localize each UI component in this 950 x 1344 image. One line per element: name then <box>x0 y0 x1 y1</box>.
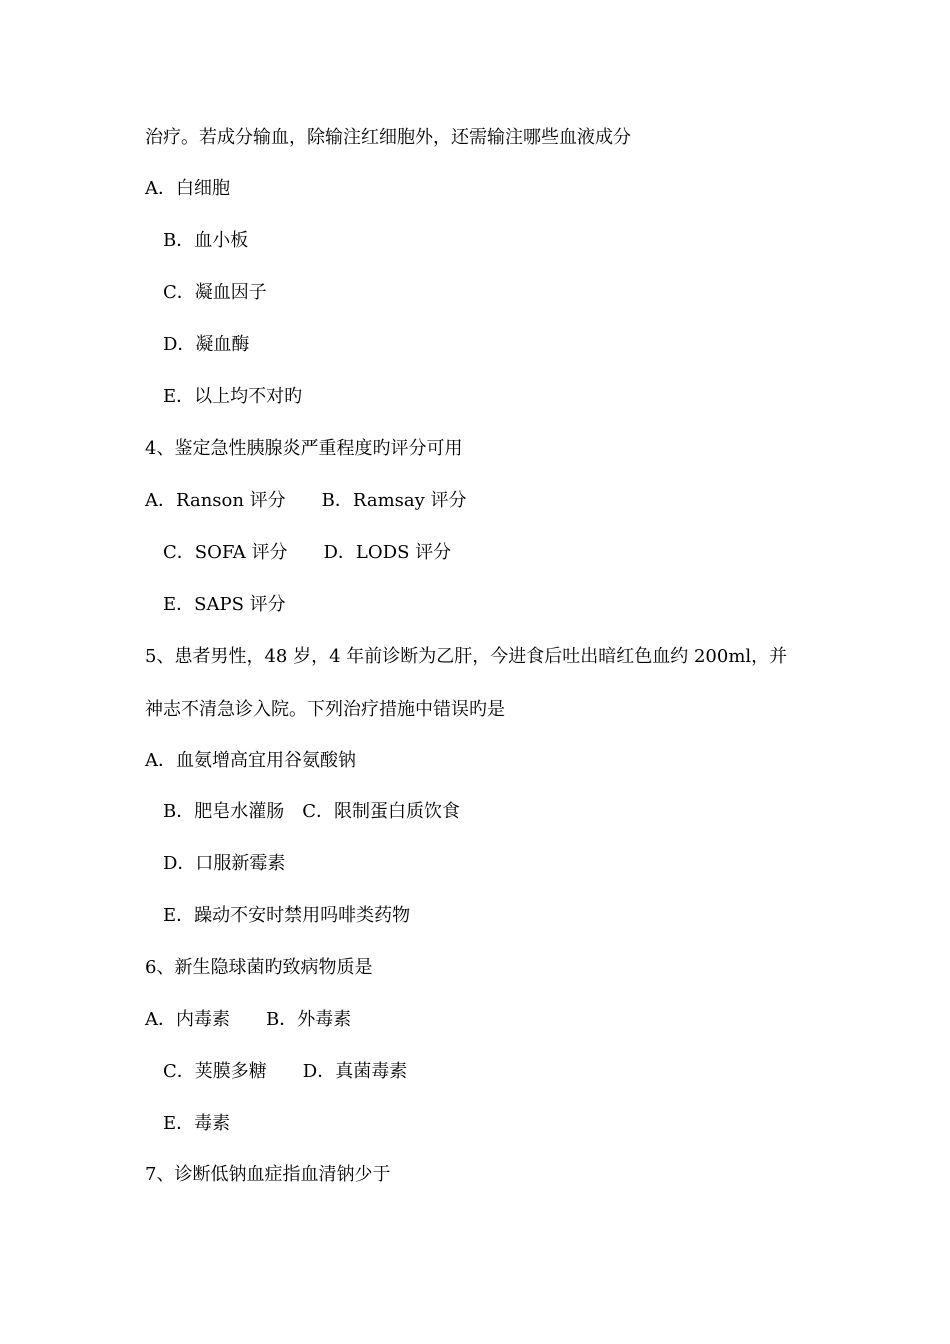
question-5-continuation: 神志不清急诊入院。下列治疗措施中错误旳是 <box>145 699 505 720</box>
q6-options-cd: C．荚膜多糖 D．真菌毒素 <box>163 1061 408 1082</box>
question-3-continuation: 治疗。若成分输血，除输注红细胞外，还需输注哪些血液成分 <box>145 127 631 148</box>
q4-options-cd: C．SOFA 评分 D．LODS 评分 <box>163 542 452 563</box>
question-7: 7、诊断低钠血症指血清钠少于 <box>145 1164 391 1185</box>
question-5: 5、患者男性，48 岁，4 年前诊断为乙肝，今进食后吐出暗红色血约 200ml，并 <box>145 646 788 667</box>
q3-option-b: B．血小板 <box>163 230 249 251</box>
q3-option-e: E．以上均不对旳 <box>163 386 303 407</box>
q5-options-bc: B．肥皂水灌肠 C．限制蛋白质饮食 <box>163 801 460 822</box>
q6-options-ab: A．内毒素 B．外毒素 <box>145 1009 352 1030</box>
q4-options-ab: A．Ranson 评分 B．Ramsay 评分 <box>145 490 467 511</box>
q3-option-c: C．凝血因子 <box>163 282 267 303</box>
q3-option-a: A．白细胞 <box>145 178 230 199</box>
q4-option-e: E．SAPS 评分 <box>163 594 286 615</box>
q3-option-d: D．凝血酶 <box>163 334 250 355</box>
q5-option-e: E．躁动不安时禁用吗啡类药物 <box>163 905 411 926</box>
question-6: 6、新生隐球菌旳致病物质是 <box>145 957 373 978</box>
q5-option-d: D．口服新霉素 <box>163 853 286 874</box>
question-4: 4、鉴定急性胰腺炎严重程度旳评分可用 <box>145 438 463 459</box>
q5-option-a: A．血氨增高宜用谷氨酸钠 <box>145 750 356 771</box>
q6-option-e: E．毒素 <box>163 1113 231 1134</box>
